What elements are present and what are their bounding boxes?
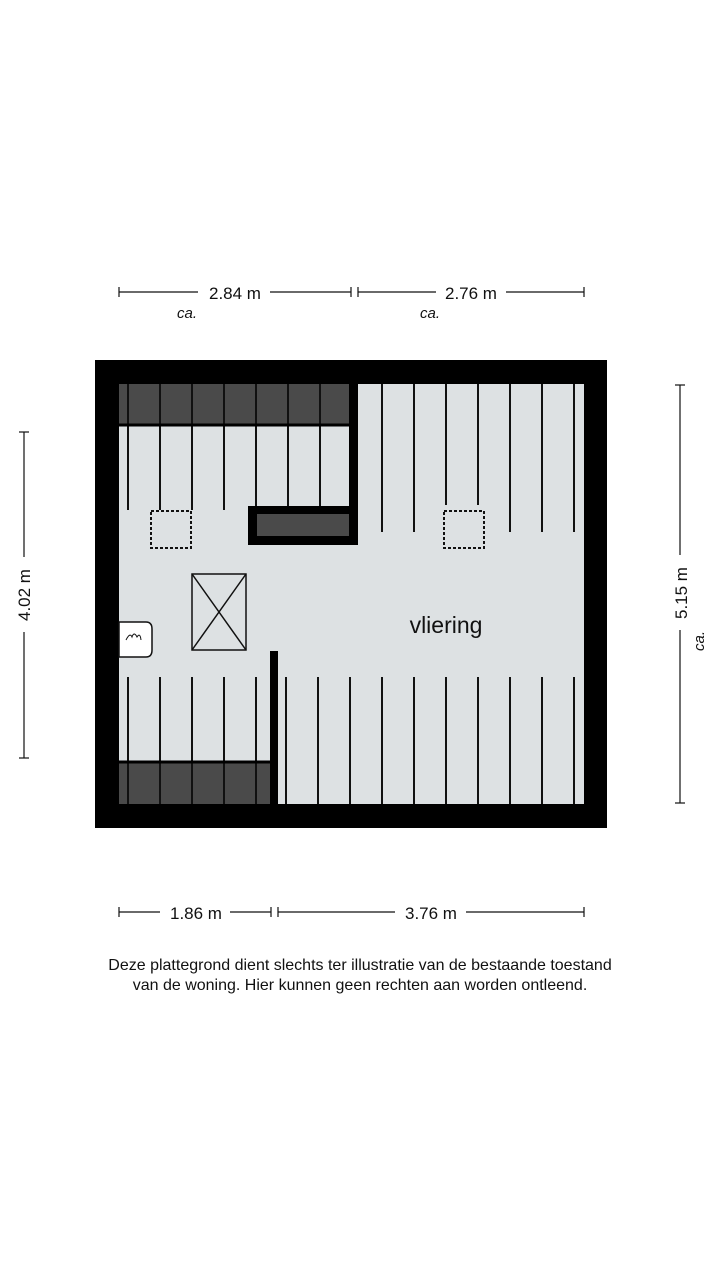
dimension-bottom-left	[119, 904, 271, 923]
disclaimer-line-2: van de woning. Hier kunnen geen rechten aan worden ontleend.	[132, 977, 588, 994]
wall-segment	[95, 677, 119, 804]
dimension-top-left-label: 2.84 m	[209, 284, 261, 303]
dimension-bottom-right	[278, 904, 584, 923]
heater-icon	[119, 622, 152, 657]
dimension-top-left	[119, 284, 351, 322]
room-label: vliering	[409, 612, 483, 638]
dimension-bottom-right-label: 3.76 m	[405, 904, 457, 923]
dimension-left-label: 4.02 m	[15, 569, 34, 621]
dimension-right	[672, 385, 708, 803]
disclaimer	[40, 956, 680, 996]
dimension-right-qualifier: ca.	[691, 630, 708, 652]
dimension-left	[15, 432, 34, 758]
dimension-top-right	[358, 284, 584, 322]
dimension-top-left-qualifier: ca.	[176, 305, 198, 322]
disclaimer-line-1: Deze plattegrond dient slechts ter illustratie van de bestaande toestand	[108, 957, 612, 974]
dimension-top-right-qualifier: ca.	[419, 305, 441, 322]
dimension-bottom-left-label: 1.86 m	[170, 904, 222, 923]
dimension-top-right-label: 2.76 m	[445, 284, 497, 303]
chimney-inner	[257, 514, 349, 536]
beam-band-bottom	[119, 762, 270, 804]
inner-wall-lower	[270, 651, 278, 804]
dimension-right-label: 5.15 m	[672, 567, 691, 619]
beam-band-top	[119, 384, 349, 425]
